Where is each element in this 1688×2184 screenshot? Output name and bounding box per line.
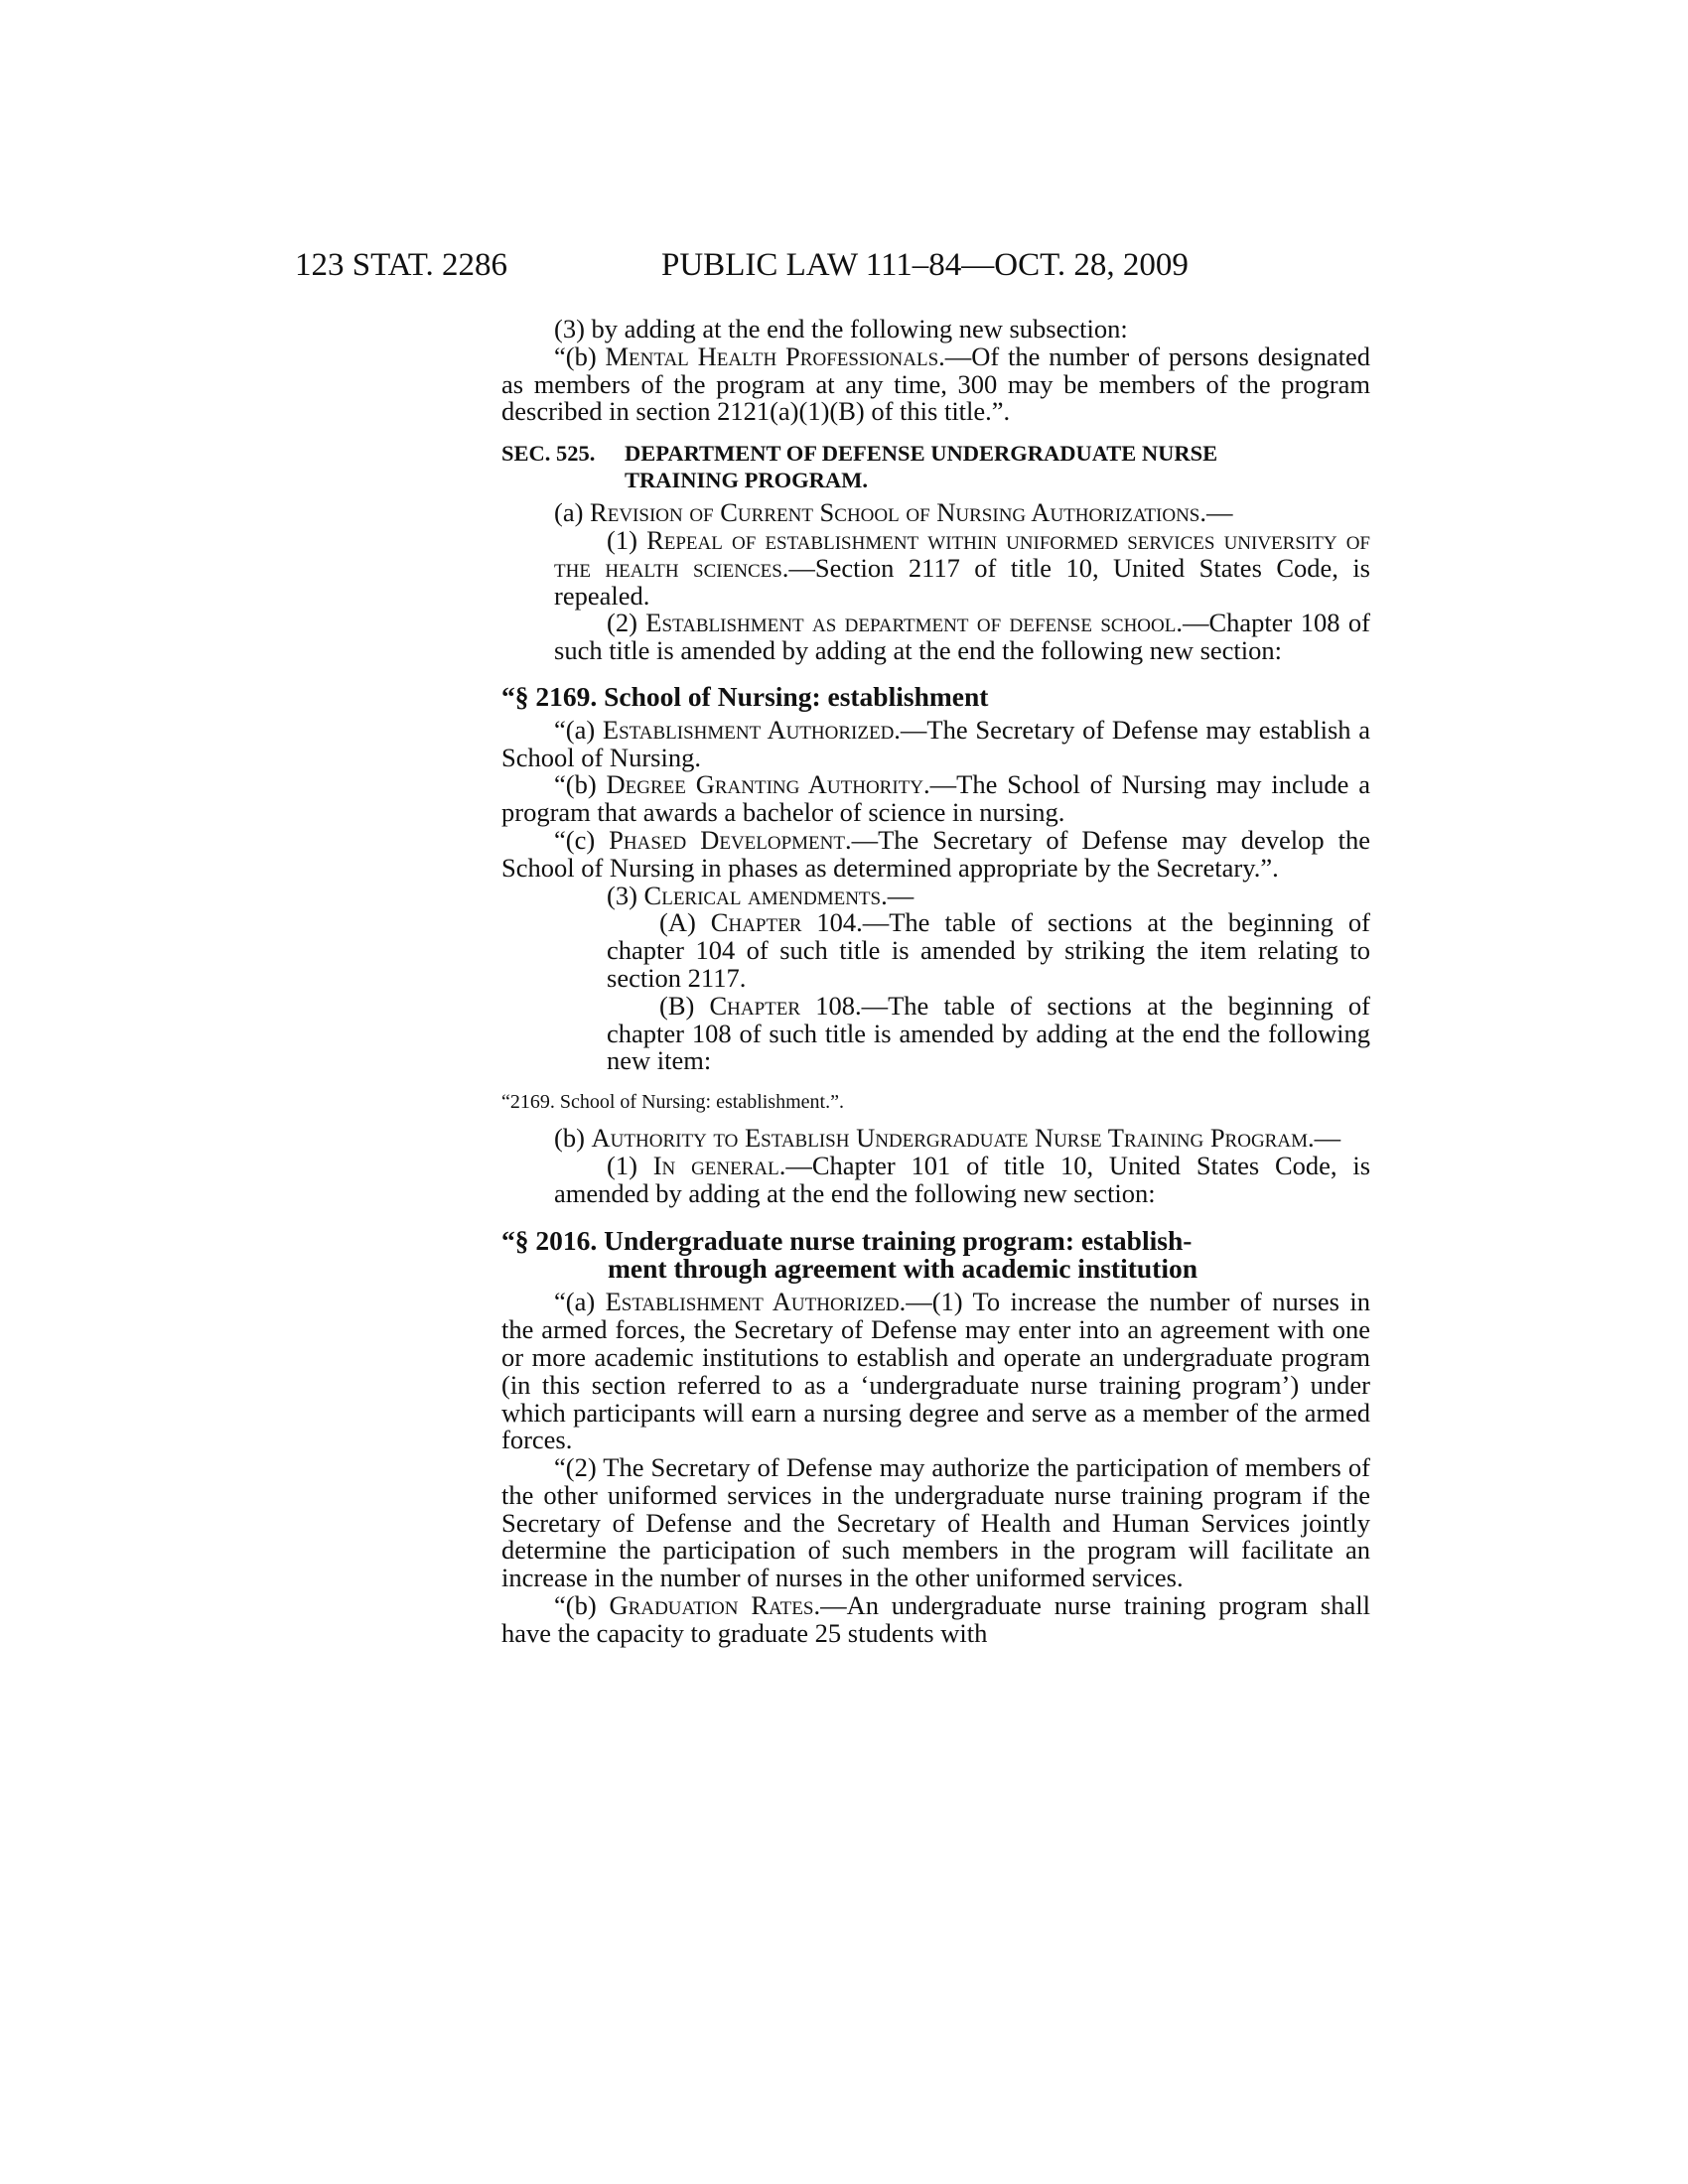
clerical-item: “2169. School of Nursing: establishment.”. xyxy=(501,1091,844,1114)
subsection-heading: Degree Granting Authority xyxy=(606,769,924,800)
text: “(b) xyxy=(554,769,607,800)
text: .—Chapter 108 of such title is amended by adding at the end the following new section: xyxy=(554,608,1370,666)
text: (A) xyxy=(659,907,711,938)
text: “(b) xyxy=(554,341,606,371)
text: .—Of the number of persons designated as members of the program at any time, 300 may be members of the program described in section 2121(a)(1)(B) of this title.”. xyxy=(501,341,1370,427)
text: .— xyxy=(881,880,914,910)
subsection-heading: Revision of Current School of Nursing Authorizations xyxy=(590,497,1200,528)
text: (1) xyxy=(607,524,647,555)
paragraph xyxy=(607,909,1370,992)
text: (2) xyxy=(607,608,646,638)
section-heading xyxy=(501,440,1370,493)
running-header: PUBLIC LAW 111–84—OCT. 28, 2009 xyxy=(661,247,1189,283)
text: .—Chapter 101 of title 10, United States Code, is amended by adding at the end the following new section: xyxy=(554,1150,1371,1208)
indented-block xyxy=(554,909,1370,1075)
paragraph xyxy=(501,1454,1370,1592)
text: (b) xyxy=(554,1122,592,1153)
text: .—The table of sections at the beginning of chapter 104 of such title is amended by striking the item relating to section 2117. xyxy=(607,907,1370,993)
indented-block xyxy=(501,524,1370,666)
paragraph xyxy=(501,824,1370,883)
text: (3) by adding at the end the following new subsection: xyxy=(554,314,1128,343)
text: (1) xyxy=(607,1150,653,1180)
text: .—The Secretary of Defense may establish a School of Nursing. xyxy=(501,714,1370,772)
indented-block xyxy=(501,880,1370,1076)
paragraph xyxy=(554,610,1370,665)
paragraph xyxy=(501,499,1370,527)
section-title: “§ 2016. Undergraduate nurse training program: establish- xyxy=(501,1225,1193,1257)
paragraph xyxy=(501,714,1370,772)
text: .— xyxy=(1307,1122,1341,1153)
paragraph xyxy=(554,1150,1371,1208)
paragraph xyxy=(554,524,1370,611)
subparagraph-heading: Chapter 108 xyxy=(709,990,855,1021)
section-title: DEPARTMENT OF DEFENSE UNDERGRADUATE NURSE xyxy=(625,441,1218,467)
paragraph xyxy=(501,771,1370,827)
text: “(b) xyxy=(554,1590,610,1621)
text: .—An undergraduate nurse training program shall have the capacity to graduate 25 students with xyxy=(501,1590,1370,1648)
text: “(c) xyxy=(554,824,610,855)
subparagraph-heading: Chapter 104 xyxy=(710,907,857,938)
paragraph-heading: In general xyxy=(652,1150,779,1180)
subsection-heading: Graduation Rates xyxy=(609,1590,814,1621)
inserted-section-heading xyxy=(501,1227,1370,1283)
subsection-heading: Establishment Authorized xyxy=(605,1287,900,1317)
subsection-heading: Establishment Authorized xyxy=(602,714,895,745)
text: “(a) xyxy=(554,714,603,745)
text: (3) xyxy=(607,880,644,910)
text: “(2) The Secretary of Defense may authorize the participation of members of the other uniformed services in the undergraduate nurse training program if the Secretary of Defense and the Secretary of Health and Human Services jointly determine the participation of such members in the program will facilitate an increase in the number of nurses in the other uniformed services. xyxy=(501,1452,1370,1593)
section-title-cont: ment through agreement with academic institution xyxy=(608,1253,1198,1285)
text: .—Section 2117 of title 10, United States Code, is repealed. xyxy=(554,552,1370,611)
paragraph xyxy=(501,1592,1370,1648)
paragraph xyxy=(501,1289,1370,1454)
paragraph xyxy=(501,316,1370,343)
subsection-heading: Authority to Establish Undergraduate Nurse Training Program xyxy=(591,1122,1308,1153)
paragraph-heading: Establishment as department of defense school xyxy=(645,608,1177,638)
body-column xyxy=(501,316,1370,1648)
subsection-heading: Mental Health Professionals xyxy=(605,341,939,371)
paragraph-heading: Repeal of establishment within uniformed services university of the health sciences xyxy=(554,524,1370,583)
text: (a) xyxy=(554,497,591,528)
text: (B) xyxy=(659,990,710,1021)
text: .—The table of sections at the beginning of chapter 108 of such title is amended by adding at the end the following new item: xyxy=(607,990,1370,1076)
text: .— xyxy=(1199,497,1233,528)
inserted-section-heading: “§ 2169. School of Nursing: establishment xyxy=(501,680,989,712)
section-title-cont: TRAINING PROGRAM. xyxy=(625,468,868,493)
text: .—(1) To increase the number of nurses in the armed forces, the Secretary of Defense may enter into an agreement with one or more academic institutions to establish and operate an undergraduate program (in this section referred to as a ‘undergraduate nurse training program’) under which participants will earn a nursing degree and serve as a member of the armed forces. xyxy=(501,1287,1370,1455)
text: “(a) xyxy=(554,1287,606,1317)
section-number: SEC. 525. xyxy=(501,441,596,467)
text: .—The School of Nursing may include a program that awards a bachelor of science in nursing. xyxy=(501,769,1370,828)
paragraph xyxy=(501,1122,1370,1153)
subsection-heading: Phased Development xyxy=(609,824,845,855)
page-stat-reference: 123 STAT. 2286 xyxy=(295,247,508,283)
paragraph xyxy=(554,880,1370,910)
text: .—The Secretary of Defense may develop the School of Nursing in phases as determined appropriate by the Secretary.”. xyxy=(501,824,1370,883)
paragraph xyxy=(501,343,1370,426)
indented-block xyxy=(501,1150,1371,1208)
paragraph xyxy=(607,990,1370,1076)
paragraph-heading: Clerical amendments xyxy=(643,880,882,910)
